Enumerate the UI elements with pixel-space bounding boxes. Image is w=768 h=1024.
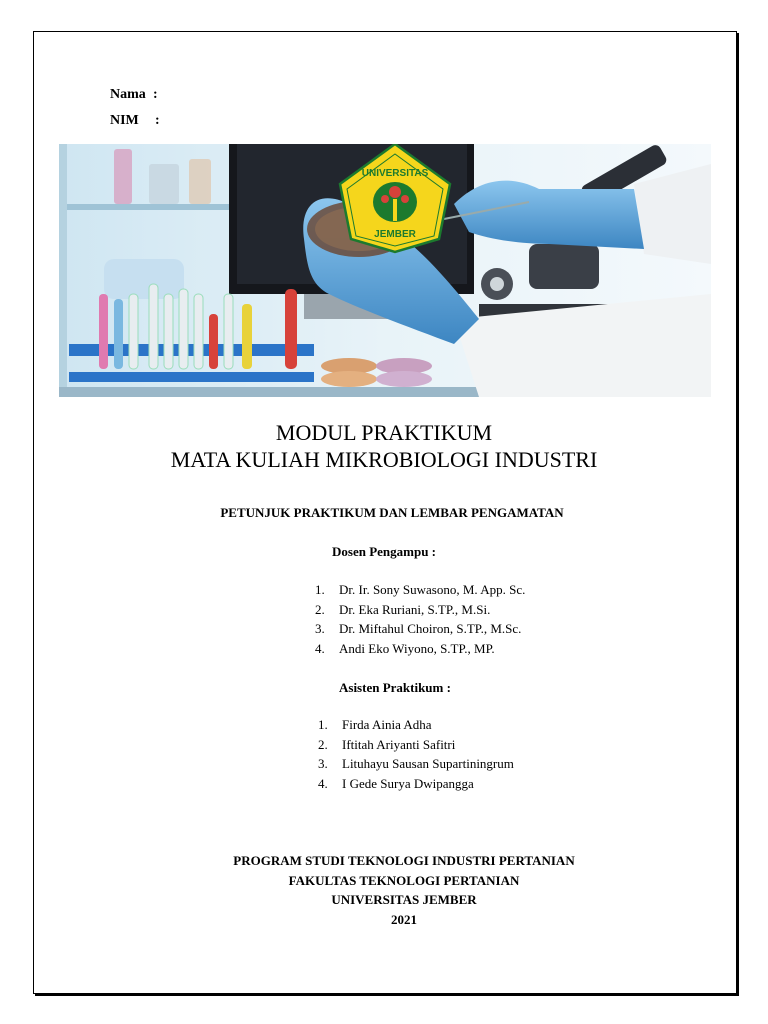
university-name: UNIVERSITAS JEMBER: [331, 892, 477, 907]
program-name: PROGRAM STUDI TEKNOLOGI INDUSTRI PERTANIAN: [233, 853, 575, 868]
document-subtitle: PETUNJUK PRAKTIKUM DAN LEMBAR PENGAMATAN: [220, 505, 564, 520]
course-title: MATA KULIAH MIKROBIOLOGI INDUSTRI: [170, 447, 598, 472]
list-item: [315, 580, 525, 600]
publication-year: 2021: [391, 911, 417, 927]
item-number: 4.: [315, 640, 325, 656]
lab-photo: [59, 144, 711, 397]
list-item: [318, 754, 514, 774]
assistant-name: Iftitah Ariyanti Safitri: [342, 736, 456, 752]
list-item: [315, 600, 525, 620]
lecturer-name: Dr. Eka Ruriani, S.TP., M.Si.: [339, 601, 491, 617]
lecturers-heading: Dosen Pengampu :: [332, 544, 437, 559]
lecturers-list: [315, 580, 525, 658]
name-field: [110, 87, 158, 103]
list-item: [318, 735, 514, 755]
list-item: [315, 639, 525, 659]
assistant-name: Lituhayu Sausan Supartiningrum: [342, 756, 514, 771]
logo-text-top: UNIVERSITAS: [361, 168, 429, 179]
assistant-name: Firda Ainia Adha: [342, 717, 432, 732]
assistant-name: I Gede Surya Dwipangga: [342, 775, 474, 791]
list-item: [318, 715, 514, 735]
item-number: 3.: [318, 756, 328, 771]
item-number: 4.: [318, 775, 328, 791]
module-title: MODUL PRAKTIKUM: [275, 420, 493, 445]
lecturer-name: Dr. Ir. Sony Suwasono, M. App. Sc.: [339, 582, 526, 597]
list-item: [318, 774, 514, 794]
name-label: Nama: [110, 87, 146, 102]
item-number: 1.: [315, 582, 325, 597]
assistants-heading: Asisten Praktikum :: [339, 680, 451, 695]
nim-label: NIM: [110, 113, 139, 128]
item-number: 2.: [315, 601, 325, 617]
name-colon: :: [153, 87, 158, 102]
lecturer-name: Andi Eko Wiyono, S.TP., MP.: [339, 640, 495, 656]
faculty-name: FAKULTAS TEKNOLOGI PERTANIAN: [288, 872, 520, 888]
institution-footer: [0, 851, 768, 929]
logo-text-bottom: JEMBER: [374, 229, 416, 240]
list-item: [315, 619, 525, 639]
item-number: 2.: [318, 736, 328, 752]
lecturer-name: Dr. Miftahul Choiron, S.TP., M.Sc.: [339, 621, 522, 636]
assistants-list: [318, 715, 514, 793]
nim-field: [110, 113, 160, 129]
item-number: 3.: [315, 621, 325, 636]
nim-colon: :: [155, 113, 160, 128]
item-number: 1.: [318, 717, 328, 732]
